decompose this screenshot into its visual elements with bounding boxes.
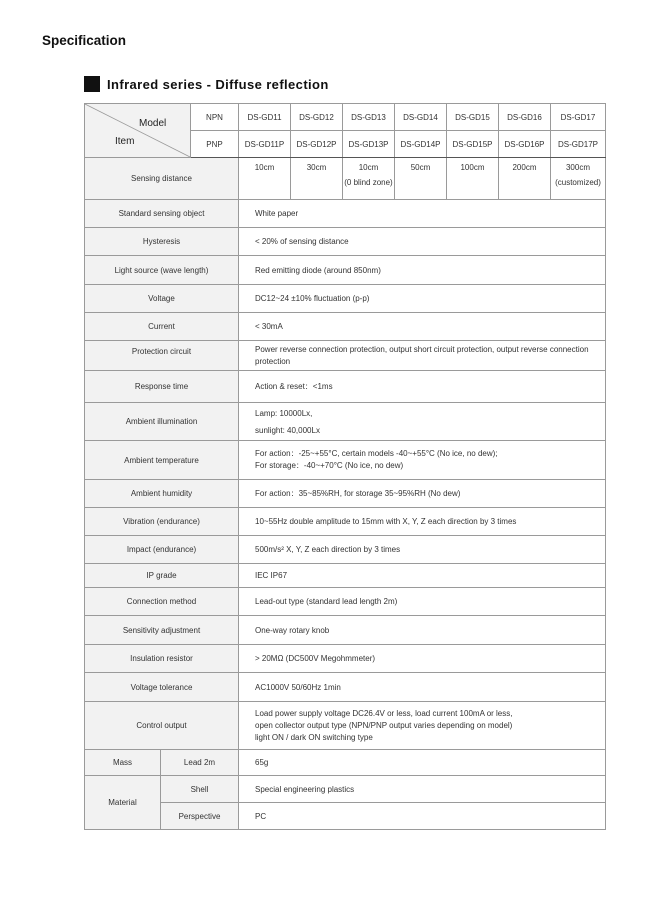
row-label: Insulation resistor (85, 645, 239, 673)
spec-row (85, 588, 606, 616)
model-item-header (85, 104, 191, 158)
spec-row (85, 702, 606, 750)
sub-label: Lead 2m (161, 750, 239, 776)
row-value-line: light ON / dark ON switching type (255, 732, 373, 742)
spec-row (85, 285, 606, 313)
sensing-distance-cell (499, 158, 551, 200)
sensing-distance-cell (239, 158, 291, 200)
row-label: Impact (endurance) (85, 536, 239, 564)
sensing-distance-cell (551, 158, 606, 200)
sensing-value: 50cm (410, 163, 431, 172)
spec-row (85, 645, 606, 673)
npn-model: DS-GD17 (551, 104, 606, 131)
row-label: IP grade (85, 564, 239, 588)
row-value: < 20% of sensing distance (239, 228, 606, 256)
pnp-model: DS-GD17P (551, 131, 606, 158)
npn-model: DS-GD15 (447, 104, 499, 131)
row-value-line: open collector output type (NPN/PNP output varies depending on model) (255, 720, 513, 730)
row-value: DC12~24 ±10% fluctuation (p-p) (239, 285, 606, 313)
row-value (239, 702, 606, 750)
npn-model: DS-GD14 (395, 104, 447, 131)
npn-label: NPN (191, 104, 239, 131)
pnp-model: DS-GD12P (291, 131, 343, 158)
sensing-value: 200cm (512, 163, 537, 172)
sensing-value: 10cm (358, 163, 379, 172)
material-perspective-row (85, 803, 606, 830)
spec-row (85, 508, 606, 536)
item-label: Item (115, 136, 135, 147)
row-value-line: For storage：-40~+70°C (No ice, no dew) (255, 461, 404, 470)
row-value: Lead-out type (standard lead length 2m) (239, 588, 606, 616)
sensing-distance-cell (395, 158, 447, 200)
row-value: 10~55Hz double amplitude to 15mm with X, Y, Z each direction by 3 times (239, 508, 606, 536)
spec-row (85, 341, 606, 371)
sensing-value: 30cm (306, 163, 327, 172)
row-label: Voltage tolerance (85, 673, 239, 702)
row-value: Red emitting diode (around 850nm) (239, 256, 606, 285)
section-heading (84, 75, 329, 93)
row-value-line: For action：-25~+55°C, certain models -40~+55°C (No ice, no dew); (255, 449, 498, 458)
sensing-value: 100cm (460, 163, 485, 172)
pnp-model: DS-GD16P (499, 131, 551, 158)
row-value: For action：35~85%RH, for storage 35~95%RH (No dew) (239, 480, 606, 508)
npn-model: DS-GD16 (499, 104, 551, 131)
row-label: Ambient humidity (85, 480, 239, 508)
spec-table (84, 103, 606, 830)
sensing-distance-row (85, 158, 606, 200)
row-value: > 20MΩ (DC500V Megohmmeter) (239, 645, 606, 673)
spec-row (85, 403, 606, 441)
sensing-distance-cell (291, 158, 343, 200)
spec-row (85, 480, 606, 508)
row-value (239, 441, 606, 480)
row-value: One-way rotary knob (239, 616, 606, 645)
row-value: Special engineering plastics (239, 776, 606, 803)
material-shell-row (85, 776, 606, 803)
spec-row (85, 616, 606, 645)
row-label: Vibration (endurance) (85, 508, 239, 536)
npn-model: DS-GD13 (343, 104, 395, 131)
row-value: Action & reset：<1ms (239, 371, 606, 403)
row-value: White paper (239, 200, 606, 228)
spec-row (85, 228, 606, 256)
row-label: Current (85, 313, 239, 341)
header-npn-row (85, 104, 606, 131)
row-label: Sensing distance (85, 158, 239, 200)
sub-label: Perspective (161, 803, 239, 830)
row-label: Connection method (85, 588, 239, 616)
spec-row (85, 313, 606, 341)
spec-row (85, 564, 606, 588)
row-value: Power reverse connection protection, output short circuit protection, output reverse connection protection (239, 341, 606, 371)
sensing-distance-cell (447, 158, 499, 200)
row-value-line: sunlight: 40,000Lx (255, 425, 320, 435)
row-label: Ambient temperature (85, 441, 239, 480)
row-value-line: Lamp: 10000Lx, (255, 408, 313, 418)
black-square-icon (84, 76, 100, 92)
diagonal-line (85, 104, 190, 157)
pnp-model: DS-GD15P (447, 131, 499, 158)
sensing-note: (0 blind zone) (344, 178, 393, 187)
spec-row (85, 536, 606, 564)
spec-row (85, 200, 606, 228)
row-label: Control output (85, 702, 239, 750)
spec-row (85, 673, 606, 702)
spec-row (85, 441, 606, 480)
row-label: Hysteresis (85, 228, 239, 256)
row-value: 65g (239, 750, 606, 776)
pnp-label: PNP (191, 131, 239, 158)
sensing-value: 10cm (254, 163, 275, 172)
row-label: Voltage (85, 285, 239, 313)
sensing-note: (customized) (555, 178, 601, 187)
section-title: Infrared series - Diffuse reflection (107, 76, 329, 92)
row-value: AC1000V 50/60Hz 1min (239, 673, 606, 702)
sub-label: Shell (161, 776, 239, 803)
row-label: Response time (85, 371, 239, 403)
mass-row (85, 750, 606, 776)
row-label: Mass (85, 750, 161, 776)
sensing-distance-cell (343, 158, 395, 200)
row-label: Standard sensing object (85, 200, 239, 228)
row-label: Sensitivity adjustment (85, 616, 239, 645)
pnp-model: DS-GD14P (395, 131, 447, 158)
row-value: IEC IP67 (239, 564, 606, 588)
page-title: Specification (42, 33, 127, 48)
row-value-line: Load power supply voltage DC26.4V or less, load current 100mA or less, (255, 708, 513, 718)
spec-row (85, 256, 606, 285)
npn-model: DS-GD11 (239, 104, 291, 131)
row-value (239, 403, 606, 441)
row-label: Material (85, 776, 161, 830)
row-label: Light source (wave length) (85, 256, 239, 285)
spec-row (85, 371, 606, 403)
row-label: Ambient illumination (85, 403, 239, 441)
model-label: Model (139, 118, 167, 129)
pnp-model: DS-GD13P (343, 131, 395, 158)
pnp-model: DS-GD11P (239, 131, 291, 158)
row-value: PC (239, 803, 606, 830)
sensing-value: 300cm (565, 163, 590, 172)
row-label: Protection circuit (85, 341, 239, 371)
npn-model: DS-GD12 (291, 104, 343, 131)
row-value: < 30mA (239, 313, 606, 341)
row-value: 500m/s² X, Y, Z each direction by 3 times (239, 536, 606, 564)
